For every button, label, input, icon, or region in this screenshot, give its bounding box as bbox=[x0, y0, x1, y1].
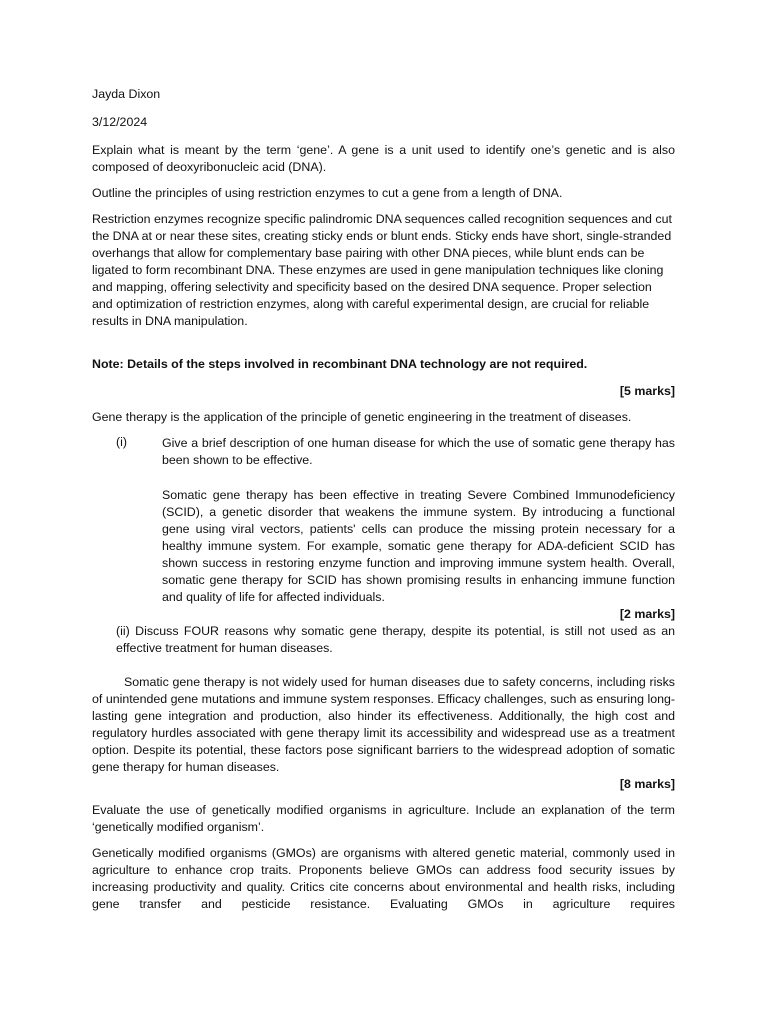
answer-ii: Somatic gene therapy is not widely used for human diseases due to safety concerns, including risks of unintended gene mutations and immune system responses. Efficacy challenges, such as ensuring long-lasting gene integration and production, also hinder its effectiveness. Additionally, the high cost and regulatory hurdles associated with gene therapy limit its accessibility and widespread use as a treatment option. Despite its potential, these factors pose significant barriers to the widespread adoption of somatic gene therapy for human diseases. bbox=[92, 675, 675, 774]
marks-2: [2 marks] bbox=[619, 607, 675, 621]
marks-8: [8 marks] bbox=[619, 777, 675, 791]
marks-5: [5 marks] bbox=[619, 384, 675, 398]
note-text: Note: Details of the steps involved in recombinant DNA technology are not required. bbox=[92, 357, 588, 371]
document-date: 3/12/2024 bbox=[92, 115, 148, 129]
question-i-number: (i) bbox=[116, 435, 128, 449]
question-i bbox=[116, 435, 675, 469]
question-i-text: Give a brief description of one human disease for which the use of somatic gene therapy has been shown to be effective. bbox=[162, 436, 675, 467]
question-gene: Explain what is meant by the term ‘gene’. A gene is a unit used to identify one’s genetic and is also composed of deoxyribonucleic acid (DNA). bbox=[92, 143, 675, 174]
answer-i: Somatic gene therapy has been effective in treating Severe Combined Immunodeficiency (SCID), a genetic disorder that weakens the immune system. By introducing a functional gene using viral vectors, patients' cells can produce the missing protein necessary for a healthy immune system. For example, somatic gene therapy for ADA-deficient SCID has shown success in restoring enzyme function and improving immune system health. Overall, somatic gene therapy for SCID has shown promising results in enhancing immune function and quality of life for affected individuals. bbox=[162, 488, 675, 604]
answer-gmo: Genetically modified organisms (GMOs) are organisms with altered genetic material, commonly used in agriculture to enhance crop traits. Proponents believe GMOs can address food security issues by increasing productivity and quality. Critics cite concerns about environmental and health risks, including gene transfer and pesticide resistance. Evaluating GMOs in agriculture requires bbox=[92, 846, 675, 911]
answer-restriction-enzymes: Restriction enzymes recognize specific palindromic DNA sequences called recognition sequences and cut the DNA at or near these sites, creating sticky ends or blunt ends. Sticky ends have short, single-stranded overhangs that allow for complementary base pairing with other DNA pieces, while blunt ends can be ligated to form recombinant DNA. These enzymes are used in gene manipulation techniques like cloning and mapping, offering selectivity and specificity based on the desired DNA sequence. Proper selection and optimization of restriction enzymes, along with careful experimental design, are crucial for reliable results in DNA manipulation. bbox=[92, 212, 672, 328]
question-gmo: Evaluate the use of genetically modified organisms in agriculture. Include an explanation of the term ‘genetically modified organism’. bbox=[92, 803, 675, 834]
question-restriction-enzymes: Outline the principles of using restriction enzymes to cut a gene from a length of DNA. bbox=[92, 186, 563, 200]
document-page bbox=[92, 86, 675, 913]
author-name: Jayda Dixon bbox=[92, 87, 161, 101]
gene-therapy-intro: Gene therapy is the application of the principle of genetic engineering in the treatment of diseases. bbox=[92, 410, 632, 424]
question-ii: (ii) Discuss FOUR reasons why somatic gene therapy, despite its potential, is still not used as an effective treatment for human diseases. bbox=[116, 624, 675, 655]
